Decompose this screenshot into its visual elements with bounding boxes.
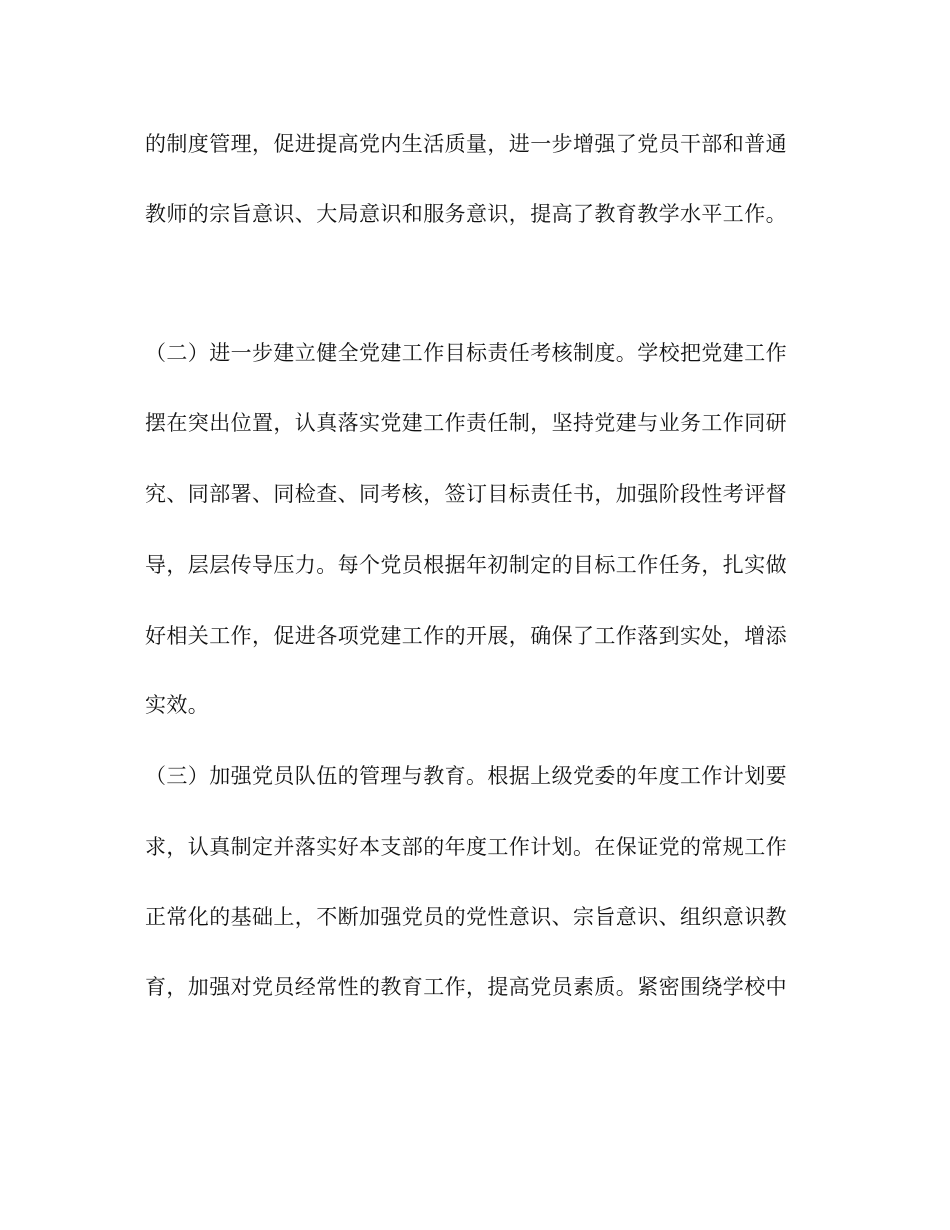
paragraph-line: 实效。 — [145, 693, 210, 717]
paragraph-line: 导，层层传导压力。每个党员根据年初制定的目标工作任务，扎实做 — [145, 553, 787, 577]
paragraph-line: 正常化的基础上，不断加强党员的党性意识、宗旨意识、组织意识教 — [145, 905, 787, 929]
paragraph-line: 摆在突出位置，认真落实党建工作责任制，坚持党建与业务工作同研 — [145, 411, 787, 435]
paragraph-line: 育，加强对党员经常性的教育工作，提高党员素质。紧密围绕学校中 — [145, 975, 787, 999]
paragraph-line: 究、同部署、同检查、同考核，签订目标责任书，加强阶段性考评督 — [145, 482, 787, 506]
paragraph-line: 求，认真制定并落实好本支部的年度工作计划。在保证党的常规工作 — [145, 835, 787, 859]
paragraph-line: 教师的宗旨意识、大局意识和服务意识，提高了教育教学水平工作。 — [145, 202, 787, 226]
section-heading-line: （三）加强党员队伍的管理与教育。根据上级党委的年度工作计划要 — [145, 764, 787, 788]
paragraph-line: 的制度管理，促进提高党内生活质量，进一步增强了党员干部和普通 — [145, 132, 787, 156]
paragraph-line: 好相关工作，促进各项党建工作的开展，确保了工作落到实处，增添 — [145, 624, 787, 648]
section-heading-line: （二）进一步建立健全党建工作目标责任考核制度。学校把党建工作 — [145, 341, 787, 365]
